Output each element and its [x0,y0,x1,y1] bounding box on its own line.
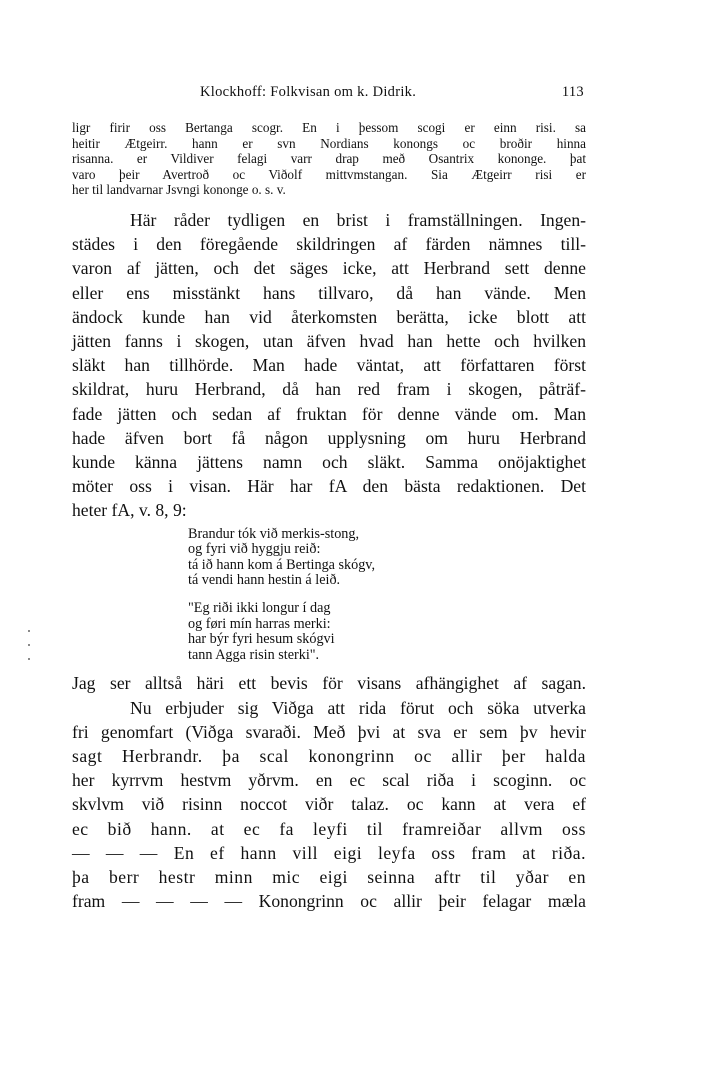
verse-line: tá ið hann kom á Bertinga skógv, [188,556,376,573]
footnote-line: heitir Ætgeirr. hann er svn Nordians konongs oc broðir hinna [72,135,586,151]
verse-line: tá vendi hann hestin á leið. [188,572,341,589]
verse-line: og fyri við hyggju reið: [188,541,321,558]
verse-stanza-9 [188,601,586,663]
margin-dot [28,644,30,646]
running-title: Klockhoff: Folkvisan om k. Didrik. [200,84,417,100]
page-number: 113 [561,84,584,100]
text-line: heter fA, v. 8, 9: [72,500,187,521]
text-line: hade äfven bort få någon upplysning om huru Herbrand [72,427,586,448]
text-line: her kyrrvm hestvm yðrvm. en ec scal riða i scoginn. oc [72,770,586,791]
text-line: jätten fanns i skogen, utan äfven hvad han hette och hvilken [72,330,586,351]
text-line: varon af jätten, och det säges icke, att Herbrand sett denne [72,258,586,279]
book-page [72,84,586,913]
footnote-line: varo þeir Avertroð oc Viðolf mittvmstangan. Sia Ætgeirr risi er [72,166,586,182]
text-line: þa berr hestr minn mic eigi seinna aftr til yðar en [72,866,586,887]
verse-line: Brandur tók við merkis-stong, [188,525,360,542]
text-line: fri genomfart (Viðga svaraði. Með þvi at sva er sem þv hevir [72,721,586,742]
text-line: fram — — — — Konongrinn oc allir þeir felagar mæla [72,891,586,912]
text-line: — — — En ef hann vill eigi leyfa oss fram at riða. [72,842,586,863]
page-header [72,84,586,106]
margin-dot [28,658,30,660]
text-line: ändock kunde han vid återkomsten berätta, icke blott att [72,306,586,327]
text-line: möter oss i visan. Här har fA den bästa redaktionen. Det [72,476,586,497]
margin-marks [28,630,32,670]
margin-dot [28,630,30,632]
text-line: sagt Herbrandr. þa scal konongrinn oc allir þer halda [72,745,586,766]
text-line: Jag ser alltså häri ett bevis för visans afhängighet af sagan. [72,673,586,694]
text-line: släkt han tillhörde. Man hade väntat, att författaren först [72,355,586,376]
verse-line: og føri mín harras merki: [188,615,331,632]
footnote-saga-quote [72,120,586,198]
verse-stanza-8 [188,527,586,589]
paragraph-1 [72,208,586,523]
verse-line: har býr fyri hesum skógvi [188,631,335,648]
paragraph-2 [72,671,586,913]
text-line: skvlvm við risinn noccot viðr talaz. oc kann at vera ef [72,794,586,815]
footnote-line: risanna. er Vildiver felagi varr drap með Osantrix kononge. þat [72,151,586,167]
text-line: ec bið hann. at ec fa leyfi til framreiðar allvm oss [72,818,586,839]
text-line: fade jätten och sedan af fruktan för denne vände om. Man [72,403,586,424]
text-line: skildrat, huru Herbrand, då han red fram i skogen, påträf- [72,379,586,400]
footnote-line: ligr firir oss Bertanga scogr. En i þessom scogi er einn risi. sa [72,120,586,135]
text-line: Nu erbjuder sig Viðga att rida förut och söka utverka [130,697,586,718]
text-line: kunde känna jättens namn och släkt. Samma onöjaktighet [72,452,586,472]
text-line: Här råder tydligen en brist i framställningen. Ingen- [130,209,586,230]
footnote-line: her til landvarnar Jsvngi kononge o. s. v. [72,182,286,198]
verse-line: tann Agga risin sterki". [188,646,320,663]
text-line: städes i den föregående skildringen af färden nämnes till- [72,234,586,255]
text-line: eller ens misstänkt hans tillvaro, då han vände. Men [72,282,586,303]
verse-line: "Eg riði ikki longur í dag [188,599,331,616]
